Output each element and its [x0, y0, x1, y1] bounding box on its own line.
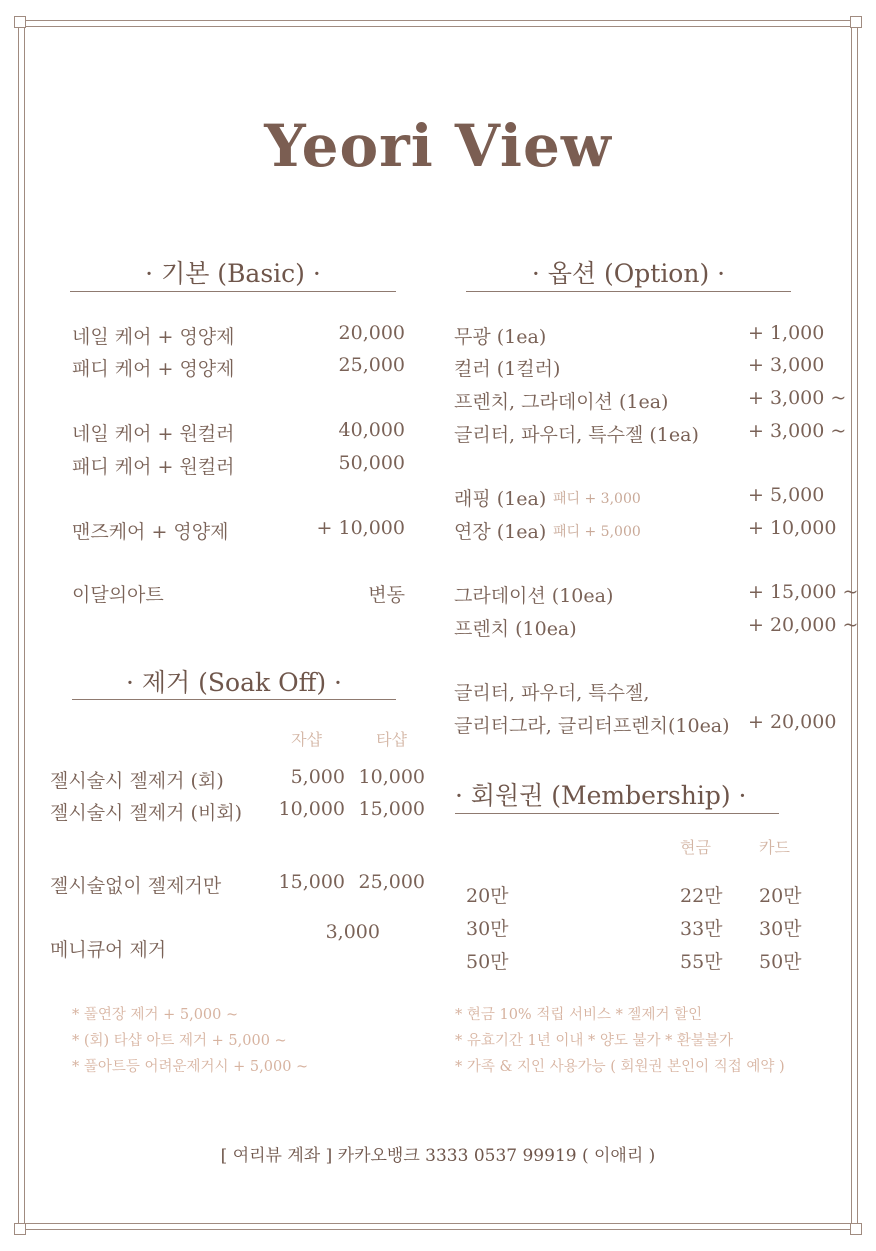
membership-note: * 가족 & 지인 사용가능 ( 회원권 본인이 직접 예약 ) — [455, 1059, 785, 1075]
basic-divider — [70, 291, 396, 292]
membership-note: * 유효기간 1년 이내 * 양도 불가 * 환불불가 — [455, 1033, 733, 1049]
membership-amount: 20만 — [466, 885, 509, 907]
option-item-name: 글리터그라, 글리터프렌치(10ea) — [454, 715, 730, 737]
option-item-name: 글리터, 파우더, 특수젤, — [454, 682, 650, 704]
membership-cash: 55만 — [680, 951, 723, 973]
soakoff-note: * 풀연장 제거 + 5,000 ~ — [72, 1007, 239, 1023]
basic-item-price: 40,000 — [338, 419, 405, 441]
option-item-name: 그라데이션 (10ea) — [454, 585, 614, 607]
soakoff-divider — [72, 699, 396, 700]
basic-item-price: 변동 — [368, 584, 405, 606]
option-item-price: + 10,000 — [748, 517, 837, 539]
option-item-price: + 15,000 ~ — [748, 581, 859, 603]
option-item-name: 글리터, 파우더, 특수젤 (1ea) — [454, 424, 699, 446]
corner-ornament — [14, 1223, 26, 1235]
option-item-price: + 20,000 ~ — [748, 614, 859, 636]
option-item-name: 래핑 (1ea) — [454, 488, 547, 510]
option-item-name: 컬러 (1컬러) — [454, 358, 561, 380]
option-item-price: + 3,000 ~ — [748, 387, 847, 409]
membership-amount: 30만 — [466, 918, 509, 940]
soakoff-own-price: 10,000 — [278, 798, 345, 820]
soakoff-item-name: 젤시술시 젤제거 (비회) — [50, 802, 243, 824]
basic-item-name: 네일 케어 + 영양제 — [72, 326, 235, 348]
basic-item-name: 맨즈케어 + 영양제 — [72, 521, 229, 543]
basic-item-name: 네일 케어 + 원컬러 — [72, 423, 235, 445]
option-item-price: + 5,000 — [748, 484, 825, 506]
soakoff-item-name: 젤시술시 젤제거 (회) — [50, 770, 224, 792]
soakoff-other-price: 25,000 — [358, 871, 425, 893]
basic-item-name: 패디 케어 + 영양제 — [72, 358, 235, 380]
soakoff-note: * (회) 타샵 아트 제거 + 5,000 ~ — [72, 1033, 287, 1049]
membership-heading: · 회원권 (Membership) · — [455, 781, 747, 810]
soakoff-other-price: 10,000 — [358, 766, 425, 788]
option-item-sub: 패디 + 5,000 — [553, 524, 641, 540]
basic-item-name: 이달의아트 — [72, 584, 164, 606]
membership-card: 20만 — [759, 885, 802, 907]
membership-cash: 22만 — [680, 885, 723, 907]
membership-card: 50만 — [759, 951, 802, 973]
membership-card: 30만 — [759, 918, 802, 940]
soakoff-other-price: 15,000 — [358, 798, 425, 820]
corner-ornament — [14, 16, 26, 28]
soakoff-item-name: 젤시술없이 젤제거만 — [50, 875, 222, 897]
option-item-price: + 3,000 ~ — [748, 420, 847, 442]
soakoff-own-price: 15,000 — [278, 871, 345, 893]
soakoff-own-price: 5,000 — [290, 766, 345, 788]
soakoff-item-price: 3,000 — [325, 921, 380, 943]
membership-note: * 현금 10% 적립 서비스 * 젤제거 할인 — [455, 1007, 703, 1023]
option-item-sub: 패디 + 3,000 — [553, 491, 641, 507]
basic-item-name: 패디 케어 + 원컬러 — [72, 456, 235, 478]
option-item-name: 프렌치 (10ea) — [454, 618, 577, 640]
soakoff-col-other: 타샵 — [376, 730, 407, 749]
membership-col-card: 카드 — [759, 838, 790, 857]
membership-divider — [455, 813, 779, 814]
option-item-name: 프렌치, 그라데이션 (1ea) — [454, 391, 669, 413]
option-item-price: + 3,000 — [748, 354, 825, 376]
soakoff-col-own: 자샵 — [291, 730, 322, 749]
option-heading: · 옵션 (Option) · — [531, 259, 726, 288]
membership-cash: 33만 — [680, 918, 723, 940]
basic-item-price: 25,000 — [338, 354, 405, 376]
option-item-name: 무광 (1ea) — [454, 326, 547, 348]
corner-ornament — [850, 16, 862, 28]
option-divider — [466, 291, 791, 292]
page-title: Yeori View — [264, 112, 612, 180]
soakoff-item-name: 메니큐어 제거 — [50, 939, 167, 961]
membership-col-cash: 현금 — [680, 838, 711, 857]
option-item-price: + 20,000 — [748, 711, 837, 733]
soakoff-note: * 풀아트등 어려운제거시 + 5,000 ~ — [72, 1059, 309, 1075]
option-item-price: + 1,000 — [748, 322, 825, 344]
membership-amount: 50만 — [466, 951, 509, 973]
basic-item-price: 20,000 — [338, 322, 405, 344]
soakoff-heading: · 제거 (Soak Off) · — [126, 668, 342, 697]
basic-item-price: 50,000 — [338, 452, 405, 474]
option-item-name: 연장 (1ea) — [454, 521, 547, 543]
bank-account-info: [ 여리뷰 계좌 ] 카카오뱅크 3333 0537 99919 ( 이애리 ) — [220, 1146, 656, 1166]
basic-item-price: + 10,000 — [316, 517, 405, 539]
basic-heading: · 기본 (Basic) · — [145, 259, 321, 288]
corner-ornament — [850, 1223, 862, 1235]
